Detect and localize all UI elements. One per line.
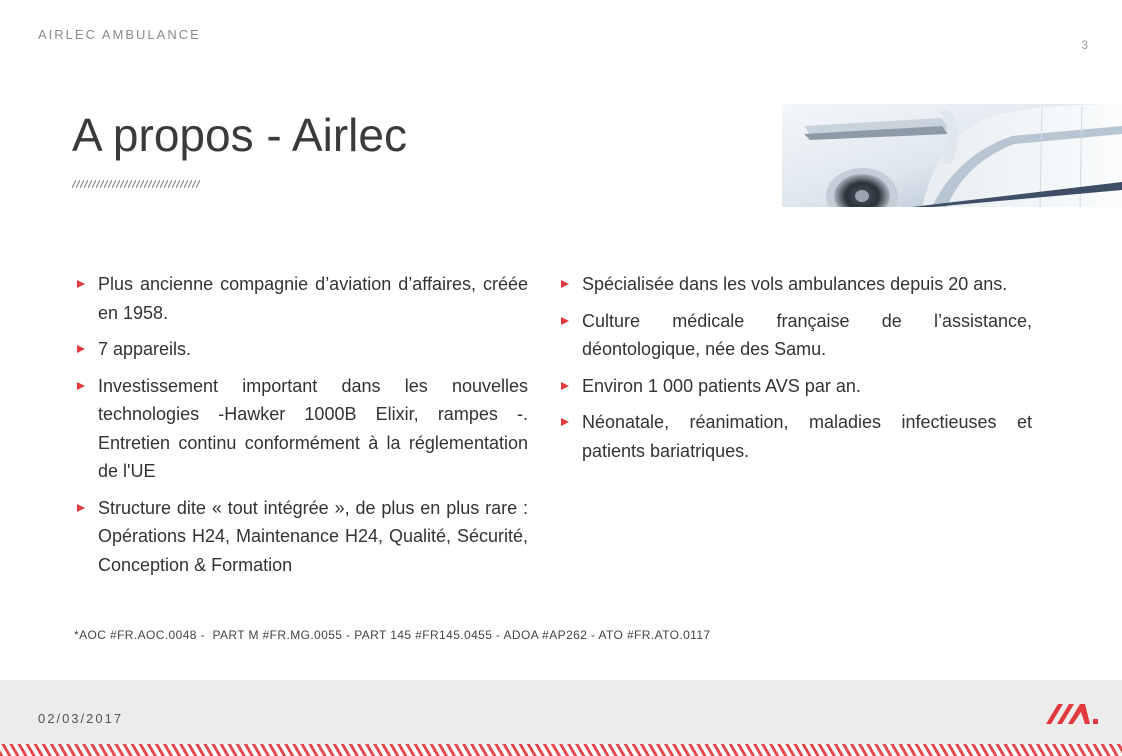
- left-bullet-list: [76, 270, 528, 587]
- triangle-bullet-icon: [77, 382, 85, 390]
- page-number: 3: [1081, 38, 1088, 52]
- list-item: [76, 372, 528, 486]
- company-name: AIRLEC AMBULANCE: [38, 27, 201, 42]
- footer-date: 02/03/2017: [38, 711, 124, 726]
- bullet-text: Investissement important dans les nouvelles technologies -Hawker 1000B Elixir, rampes -. Entretien continu conformément à la réglementation de l'UE: [98, 375, 528, 481]
- bullet-text: Culture médicale française de l’assistance, déontologique, née des Samu.: [582, 310, 1032, 359]
- list-item: [76, 270, 528, 327]
- triangle-bullet-icon: [561, 317, 569, 325]
- triangle-bullet-icon: [561, 382, 569, 390]
- bullet-text: Néonatale, réanimation, maladies infectieuses et patients bariatriques.: [582, 412, 1032, 461]
- bullet-text: Environ 1 000 patients AVS par an.: [582, 375, 861, 396]
- triangle-bullet-icon: [561, 418, 569, 426]
- list-item: [560, 408, 1032, 465]
- bullet-text: 7 appareils.: [98, 339, 192, 359]
- slide-title: A propos - Airlec: [72, 109, 407, 161]
- footer-band: [0, 680, 1122, 746]
- aircraft-photo: [782, 104, 1122, 207]
- triangle-bullet-icon: [77, 345, 85, 353]
- bullet-text: Structure dite « tout intégrée », de plus en plus rare : Opérations H24, Maintenance H24, Qualité, Sécurité, Conception & Formation: [98, 497, 528, 575]
- list-item: [76, 335, 528, 364]
- airlec-logo-icon: [1046, 702, 1102, 726]
- footer-hatch-strip: [0, 744, 1122, 756]
- list-item: [560, 270, 1032, 299]
- right-bullet-list: [560, 270, 1032, 473]
- triangle-bullet-icon: [77, 504, 85, 512]
- list-item: [76, 494, 528, 580]
- bullet-text: Spécialisée dans les vols ambulances depuis 20 ans.: [582, 274, 1008, 294]
- triangle-bullet-icon: [561, 280, 569, 288]
- list-item: [560, 307, 1032, 364]
- triangle-bullet-icon: [77, 280, 85, 288]
- list-item: [560, 372, 1032, 401]
- certifications-note: *AOC #FR.AOC.0048 - PART M #FR.MG.0055 - PART 145 #FR145.0455 - ADOA #AP262 - ATO #FR.ATO.0117: [74, 628, 711, 642]
- title-underline-hatch: [72, 180, 200, 188]
- bullet-text: Plus ancienne compagnie d’aviation d’affaires, créée en 1958.: [98, 274, 528, 323]
